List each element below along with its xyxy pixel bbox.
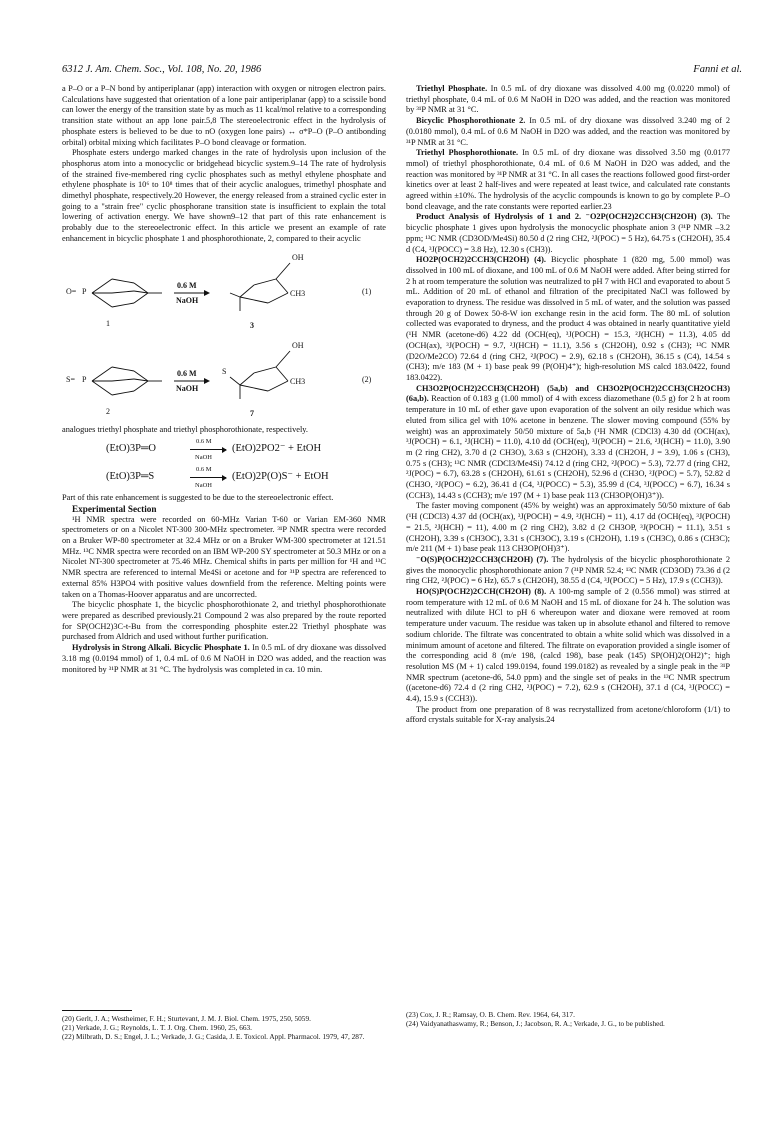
reaction-scheme-2 xyxy=(62,337,386,421)
reaction-scheme-1 xyxy=(62,249,386,333)
paragraph: analogues triethyl phosphate and triethyl phosphorothionate, respectively. xyxy=(62,424,308,434)
reagent-top: 0.6 M xyxy=(177,368,197,378)
paragraph: The faster moving component (45% by weight) was an approximately 50/50 mixture of 6ab (¹H (CDCl3) 4.37 dd (OCH(ax), ³J(POCH) = 4.9, ²J(HCH) = 11), 4.17 dd (OCH(eq), ³J(POCH) = 21.5, ²J(HCH) = 11), 4.00 m (2 ring CH2), 3.82 d (2 CH3OP, ³J(POCH) = 11.1), 3.51 s (CH2OH), 3.39 s (CH3OC), 3.31 s (CH3OC), 3.19 s (CH2OH), 1.19 s (CH3C), 0.86 s (CH3C); m/e 211 (M + 1) base peak 113 CH3OP(OH)3⁺). xyxy=(406,501,730,554)
equation-reagent-bottom: NaOH xyxy=(195,482,212,490)
equation-rhs: (EtO)2PO2⁻ + EtOH xyxy=(232,443,322,455)
paragraph-body: Bicyclic phosphate 1 (820 mg, 5.00 mmol) was dissolved in 100 mL of dioxane, and 100 mL of 0.6 M NaOH were added. After being stirred for 2 h at room temperature the solution was neutralized to pH 7 with HCl and evaporated to about 5 mL. Addition of 20 mL of ethanol and filtration of the precipitated NaCl was followed by evaporation to dryness. The residue was dissolved in 5 mL of water, and the solution was passed through 20 g of Dowex 50-8-W ion exchange resin in the acid form. The 80 mL of solution collected was evaporated to dryness, and the product 4 was obtained in nearly quantitative yield (¹H NMR (acetone-d6) 4.22 dd (OCH(eq), ³J(POCH) = 15.3, ²J(HCH) = 11.3), 4.05 dd (OCH(ax), ³J(POCH) = 9.7, ²J(HCH) = 11.1), 3.56 s (CH2OH), 0.92 s (CH3); ¹³C NMR (D2O/Me2CO) 72.64 d (ring CH2, ²J(POC) = 2.9), 62.18 s (CH2OH), 36.15 s (C4), 14.54 s (CH3); m/e 183 (M + 1) base peak 99 (P(OH)4⁺); high-resolution MS calcd 183.0422, found 183.0422). xyxy=(406,255,730,382)
paragraph: a P–O or a P–N bond by antiperiplanar (app) interaction with oxygen or nitrogen electron pairs. Calculations have suggested that orientation of a lone pair antiperiplanar (app) to a scissile bond can lower the energy of the transition state by as much as 11 kcal/mol relative to a corresponding transition state without an app lone pair.5,8 The stereoelectronic effect in the hydrolysis of phosphate esters is believed to be due to nO (oxygen lone pairs) ↔ σ*P–O (P–O antibonding orbital) orbital mixing which facilitates P–O bond cleavage or formation. xyxy=(62,84,386,147)
run-in-heading: Product Analysis of Hydrolysis of 1 and 2. ⁻O2P(OCH2)2CCH3(CH2OH) (3). xyxy=(416,212,713,222)
paragraph xyxy=(406,255,730,383)
scheme-1-drawing xyxy=(62,249,386,333)
paragraph-body: In 0.5 mL of dry dioxane was dissolved 3.50 mg (0.0177 mmol) of triethyl phosphorothionate, 0.4 mL of 0.6 M NaOH in D2O was added, and the reaction was monitored by ³¹P NMR at 31 °C. In all cases the reactions followed good first-order kinetics over at least 2 half-lives and were repeated at least twice, and calculated rate constants agreed within ±10%. The hydrolysis of the acyclic compounds is known to go by complete P–O bond cleavage, and the rate constants were reported earlier.23 xyxy=(406,148,730,211)
hydroxyl-label: OH xyxy=(292,252,304,262)
right-column xyxy=(406,84,730,726)
scheme-left-atom: S= xyxy=(66,374,75,384)
equation-number: (1) xyxy=(362,286,372,296)
paragraph: Part of this rate enhancement is suggested to be due to the stereoelectronic effect. xyxy=(62,493,334,503)
run-in-heading: HO2P(OCH2)2CCH3(CH2OH) (4). xyxy=(416,255,546,265)
compound-number: 3 xyxy=(250,320,254,330)
paragraph-body: A 100-mg sample of 2 (0.556 mmol) was stirred at room temperature with 12 mL of 0.6 M NaOH and 15 mL of dioxane for 24 h. The solution was neutralized with dilute HCl to pH 6 whereupon water and dioxane were removed at room temperature under vacuum. The residue was taken up in absolute ethanol and filtered to remove sodium chloride. The filtrate was concentrated to obtain a white solid which was dissolved in a minimum amount of acetone and filtered. The filtrate on evaporation provided a single isomer of the corresponding acid 8 (m/e 198, (calcd 198), base peak (145) SP(OH)2(OH2)⁺; high resolution MS (M + 1) calcd 199.0194, found 199.0182) as revealed by a single peak in the ³¹P NMR spectrum (acetone-d6, 54.0 ppm) and the single set of peaks in the ¹³C NMR spectrum ((acetone-d6) 72.4 d (2 ring CH2, ²J(POC) = 7.2), 62.9 s (CH2OH), 37.1 d (C4, ³J(POCC) = 4.4), 15.9 s (CCH3)). xyxy=(406,587,730,704)
equation-lhs: (EtO)3P═S xyxy=(106,471,155,483)
paragraph-body: In 0.5 mL of dry dioxane was dissolved 4.00 mg (0.0220 mmol) of triethyl phosphate, 0.4 mL of 0.6 M NaOH in D2O was added, and the reaction was monitored by ³¹P NMR at 31 °C. xyxy=(406,84,730,115)
phosphorus-label: P xyxy=(82,286,87,296)
reagent-top: 0.6 M xyxy=(177,280,197,290)
run-in-heading: CH3O2P(OCH2)2CCH3(CH2OH) (5a,b) and CH3O2P(OCH2)2CCH3(CH2OCH3) (6a,b). xyxy=(406,383,730,404)
paragraph xyxy=(406,555,730,587)
journal-citation: 6312 J. Am. Chem. Soc., Vol. 108, No. 20, 1986 xyxy=(62,64,262,75)
paragraph xyxy=(406,587,730,705)
left-column xyxy=(62,84,386,675)
reference-item: (22) Milbrath, D. S.; Engel, J. L.; Verkade, J. G.; Casida, J. E. Toxicol. Appl. Pharmacol. 1979, 47, 287. xyxy=(62,1032,365,1042)
reference-item: (20) Gerlt, J. A.; Westheimer, F. H.; Sturtevant, J. M. J. Biol. Chem. 1975, 250, 5059. xyxy=(62,1014,311,1023)
hydroxyl-label: OH xyxy=(292,340,304,350)
scheme-2-drawing xyxy=(62,337,386,421)
run-in-heading: Triethyl Phosphate. xyxy=(416,84,488,93)
reaction-arrow xyxy=(190,449,226,450)
paragraph: Phosphate esters undergo marked changes in the rate of hydrolysis upon inclusion of the phosphorus atom into a monocyclic or bridgehead bicyclic system.9–14 The rate of hydrolysis of the strained five-membered ring cyclic phosphates such as methyl ethylene phosphate and ethylene phosphate is 10⁶ to 10⁸ times that of their acyclic analogues, trimethyl phosphate and dimethyl phosphate, respectively.20 However, the energy released from a strained cyclic ester in going to a "strain free" cyclic phosphorane transition state is insufficient to explain the total lowering of activation energy. We have shown9–12 that part of this rate enhancement is probably due to the stereoelectronic effect. In this article we present an example of rate enhancement in bicyclic phosphate 1 and phosphorothionate, 2, compared to their acyclic xyxy=(62,148,386,243)
paragraph-body: Reaction of 0.183 g (1.00 mmol) of 4 with excess diazomethane (0.5 g) for 2 h at room temperature in 10 mL of ether gave upon evaporation of the solvent an oily residue which was eluted from silica gel with 10% acetone in benzene. The slower moving compound (55% by weight) was an approximately 50/50 mixture of 5a,b (¹H NMR (CDCl3) 4.30 dd (OCH(ax), ³J(POCH) = 6.1, ²J(HCH) = 11.0), 4.10 dd (OCH(eq), ³J(POCH) = 21.6, ²J(HCH) = 11.0), 3.90 m (2 ring CH2), 3.70 d (2 CH3O), 3.63 s (CH2OH), 3.33 d (CH2OH, J = 3.9), 1.06 s (CH3), 0.75 s (CH3); ¹³C NMR (CDCl3/Me4Si) 74.12 d (ring CH2, ²J(POC) = 5.3), 72.77 d (ring CH2, ²J(POC) = 6.7), 63.28 s (CH2OH), 61.61 s (CH2OH), 52.96 d (CH3O, ²J(POC) = 5.7), 52.82 d (CH3O, ²J(POC) = 6.2), 36.41 d (C4, ³J(POCC) = 5.3), 35.99 d (C4, ³J(POCC) = 6.7), 16.34 s (CCH3), 14.43 s (CCH3); m/e 197 (M + 1) base peak 113 (CH3OP(OH)3⁺)). xyxy=(406,394,730,500)
reference-item: (23) Cox, J. R.; Ramsay, O. B. Chem. Rev. 1964, 64, 317. xyxy=(406,1010,575,1019)
compound-number: 7 xyxy=(250,408,254,418)
reagent-bottom: NaOH xyxy=(176,295,199,305)
paragraph-body: The hydrolysis of the bicyclic phosphorothionate 2 gives the monocyclic phosphorothionate anion 7 (³¹P NMR 52.4; ¹³C NMR (CD3OD) 73.36 d (2 ring CH2, ²J(POC) = 6 Hz), 65.7 s (CH2OH), 38.55 d (C4, ³J(POCC) = 5 Hz), 17.9 s (CCH3)). xyxy=(406,554,730,586)
compound-number: 2 xyxy=(106,406,110,416)
paragraph: ¹H NMR spectra were recorded on 60-MHz Varian T-60 or Varian EM-360 NMR spectrometers or on a Nicolet NT-300 300-MHz spectrometer. ³¹P NMR spectra were recorded on a Bruker WP-80 spectrometer at 32.4 MHz or on a Bruker WM-300 spectrometer at 121.51 MHz. ¹³C NMR spectra were recorded on an IBM WP-200 SY spectrometer at 50.3 MHz or on a Nicolet NT-300 spectrometer at 75.46 MHz. Chemical shifts in parts per million for ¹H and ¹³C NMR spectra are referenced to internal Me4Si or acetone and for ³¹P spectra are referenced to external 85% H3PO4 with positive values downfield from the reference. Melting points were taken on a Thomas-Hoover apparatus and are uncorrected. xyxy=(62,514,386,599)
reagent-bottom: NaOH xyxy=(176,383,199,393)
reference-item: (24) Vaidyanathaswamy, R.; Benson, J.; Jacobson, R. A.; Verkade, J. G., to be published. xyxy=(406,1019,665,1029)
methyl-label: CH3 xyxy=(290,288,306,298)
paragraph-body: The bicyclic phosphate 1 gives upon hydrolysis the monocyclic phosphate anion 3 (³¹P NMR –3.2 ppm; ¹³C NMR (CD3OD/Me4Si) 80.50 d (2 ring CH2, ²J(POC) = 5 Hz), 64.75 s (CH2OH), 35.4 d (C4, ³J(POCC) = 3.8 Hz), 12.30 s (CH3)). xyxy=(406,212,730,254)
reaction-arrow xyxy=(190,477,226,478)
run-in-heading: Hydrolysis in Strong Alkali. Bicyclic Phosphate 1. xyxy=(72,643,250,653)
equation-triethyl-phosphate xyxy=(62,437,386,463)
paragraph: The product from one preparation of 8 was recrystallized from acetone/chloroform (1/1) to afford crystals suitable for X-ray analysis.24 xyxy=(406,704,730,725)
footnotes-right xyxy=(406,1010,730,1028)
paragraph xyxy=(62,643,386,675)
run-in-heading: Triethyl Phosphorothionate. xyxy=(416,148,519,158)
equation-number: (2) xyxy=(362,374,372,384)
run-in-heading: ⁻O(S)P(OCH2)2CCH3(CH2OH) (7). xyxy=(416,554,549,564)
compound-number: 1 xyxy=(106,318,110,328)
equation-lhs: (EtO)3P═O xyxy=(106,443,157,455)
paragraph xyxy=(406,384,730,502)
run-in-heading: Bicyclic Phosphorothionate 2. xyxy=(416,116,526,126)
footnote-rule xyxy=(62,1010,132,1011)
equation-reagent-bottom: NaOH xyxy=(195,454,212,462)
paragraph xyxy=(406,148,730,212)
section-heading: Experimental Section xyxy=(72,503,157,514)
phosphorus-label: P xyxy=(82,374,87,384)
running-header xyxy=(62,64,742,78)
sulfur-label: S xyxy=(222,366,227,376)
paragraph xyxy=(406,116,730,148)
equation-reagent-top: 0.6 M xyxy=(196,466,212,474)
paragraph-body: In 0.5 mL of dry dioxane was dissolved 3.18 mg (0.0194 mmol) of 1, 0.4 mL of 0.6 M NaOH in D2O was added, and the reaction was monitored by ³¹P NMR at 31 °C. The hydrolysis was completed in ca. 10 min. xyxy=(62,643,387,674)
equation-triethyl-phosphorothionate xyxy=(62,465,386,491)
paragraph: The bicyclic phosphate 1, the bicyclic phosphorothionate 2, and triethyl phosphorothionate were prepared as described previously.21 Compound 2 was also prepared by the route reported for SP(OCH2)3C-t-Bu from the corresponding phosphite ester.22 Triethyl phosphate was purchased from Aldrich and used without further purification. xyxy=(62,600,386,642)
paragraph xyxy=(406,212,730,255)
reference-item: (21) Verkade, J. G.; Reynolds, L. T. J. Org. Chem. 1960, 25, 663. xyxy=(62,1023,252,1033)
equation-reagent-top: 0.6 M xyxy=(196,438,212,446)
footnotes-left xyxy=(62,1010,386,1042)
author-running-head: Fanni et al. xyxy=(693,64,742,75)
paragraph-body: In 0.5 mL of dry dioxane was dissolved 3.240 mg of 2 (0.0180 mmol), 0.4 mL of 0.6 M NaOH in D2O was added, and the reaction was monitored by ³¹P NMR at 31 °C. xyxy=(406,116,730,147)
paragraph xyxy=(406,84,730,116)
scheme-left-atom: O= xyxy=(66,286,77,296)
equation-rhs: (EtO)2P(O)S⁻ + EtOH xyxy=(232,471,329,483)
methyl-label: CH3 xyxy=(290,376,306,386)
run-in-heading: HO(S)P(OCH2)2CCH(CH2OH) (8). xyxy=(416,587,547,597)
